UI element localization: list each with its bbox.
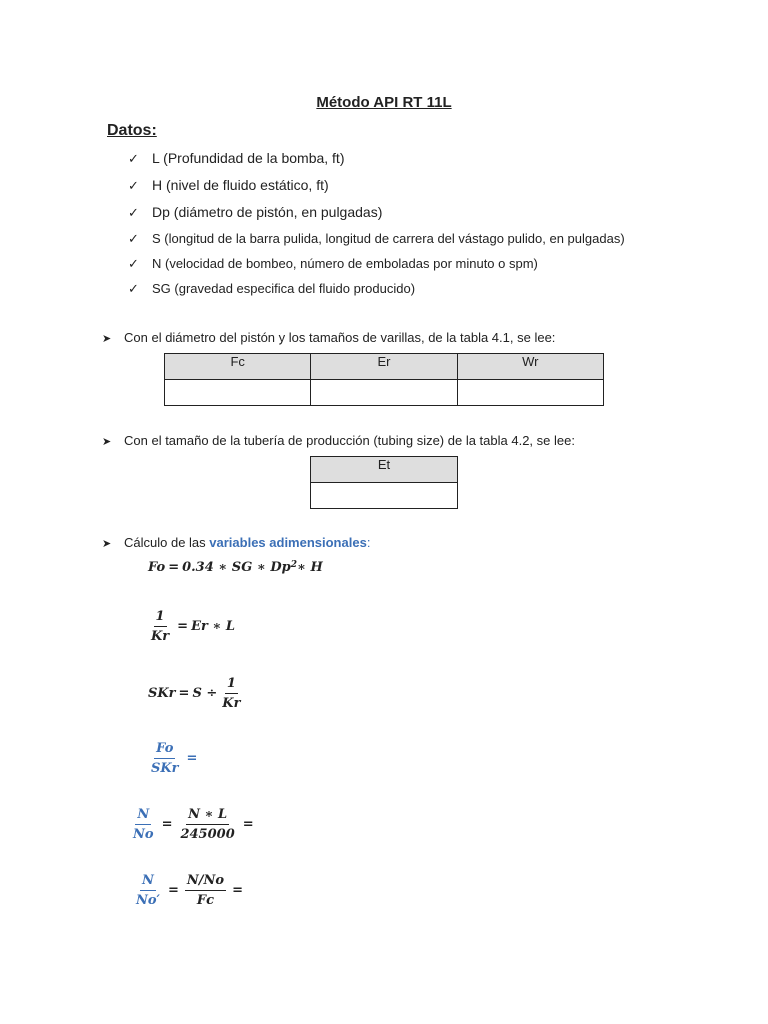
fraction: $\frac{1}{Kr}$ xyxy=(222,676,241,711)
checkmark-icon: ✓ xyxy=(128,178,139,193)
checkmark-icon: ✓ xyxy=(128,281,139,296)
checkmark-icon: ✓ xyxy=(128,205,139,220)
checkmark-icon: ✓ xyxy=(128,231,139,246)
formula-fo-over-skr: $\frac{Fo}{\text{SKr}}$ = xyxy=(151,741,198,776)
list-item: ✓ N (velocidad de bombeo, número de emboladas por minuto o spm) xyxy=(128,256,538,271)
table-header-row xyxy=(311,457,458,483)
table-header-row xyxy=(165,354,604,380)
fraction: $\frac{Fo}{\text{SKr}}$ xyxy=(151,741,179,776)
table-4-2 xyxy=(310,456,458,509)
page-title: Método API RT 11L xyxy=(316,94,452,111)
table-4-1 xyxy=(164,353,604,406)
bullet-table-4-1: ➤ Con el diámetro del pistón y los tamaños de varillas, de la tabla 4.1, se lee: xyxy=(102,330,556,345)
formula-n-over-no: $\frac{N}{No}$ = $\frac{N ∗ L}{245000}$ = xyxy=(133,807,254,842)
bullet-table-4-2: ➤ Con el tamaño de la tubería de producción (tubing size) de la tabla 4.2, se lee: xyxy=(102,433,575,448)
list-item: ✓ H (nivel de fluido estático, ft) xyxy=(128,177,329,193)
formula-inverse-kr: $\frac{1}{Kr}$ = Er ∗ L xyxy=(151,609,235,644)
cell-et[interactable] xyxy=(311,483,458,509)
cell-er[interactable] xyxy=(311,380,457,406)
bullet-dimensionless: ➤ Cálculo de las variables adimensionales: xyxy=(102,535,371,550)
header-wr: Wr xyxy=(457,354,603,380)
datos-heading: Datos: xyxy=(107,122,157,139)
checkmark-icon: ✓ xyxy=(128,151,139,166)
cell-fc[interactable] xyxy=(165,380,311,406)
fraction: $\frac{N}{No}$ xyxy=(133,807,154,842)
header-er: Er xyxy=(311,354,457,380)
arrow-bullet-icon: ➤ xyxy=(102,436,112,448)
list-item: ✓ L (Profundidad de la bomba, ft) xyxy=(128,150,345,166)
formula-n-over-no-prime: $\frac{N}{No'}$ = $\frac{N/No}{Fc}$ = xyxy=(136,873,243,908)
list-item: ✓ S (longitud de la barra pulida, longitud de carrera del vástago pulido, en pulgadas) xyxy=(128,231,625,246)
fraction: $\frac{N/No}{Fc}$ xyxy=(186,873,225,908)
fraction: $\frac{1}{Kr}$ xyxy=(151,609,170,644)
formula-fo: Fo = 0.34 ∗ SG ∗ Dp 2 ∗ H xyxy=(148,560,323,575)
cell-wr[interactable] xyxy=(457,380,603,406)
highlighted-term: variables adimensionales xyxy=(209,535,367,550)
arrow-bullet-icon: ➤ xyxy=(102,538,112,550)
arrow-bullet-icon: ➤ xyxy=(102,333,112,345)
list-item: ✓ SG (gravedad especifica del fluido producido) xyxy=(128,281,416,296)
fraction: $\frac{N}{No'}$ xyxy=(136,873,160,908)
table-row xyxy=(311,483,458,509)
formula-skr: SKr = S ÷ $\frac{1}{Kr}$ xyxy=(148,676,241,711)
fraction: $\frac{N ∗ L}{245000}$ xyxy=(180,807,235,842)
checkmark-icon: ✓ xyxy=(128,256,139,271)
list-item: ✓ Dp (diámetro de pistón, en pulgadas) xyxy=(128,204,383,220)
table-row xyxy=(165,380,604,406)
header-et: Et xyxy=(311,457,458,483)
header-fc: Fc xyxy=(165,354,311,380)
